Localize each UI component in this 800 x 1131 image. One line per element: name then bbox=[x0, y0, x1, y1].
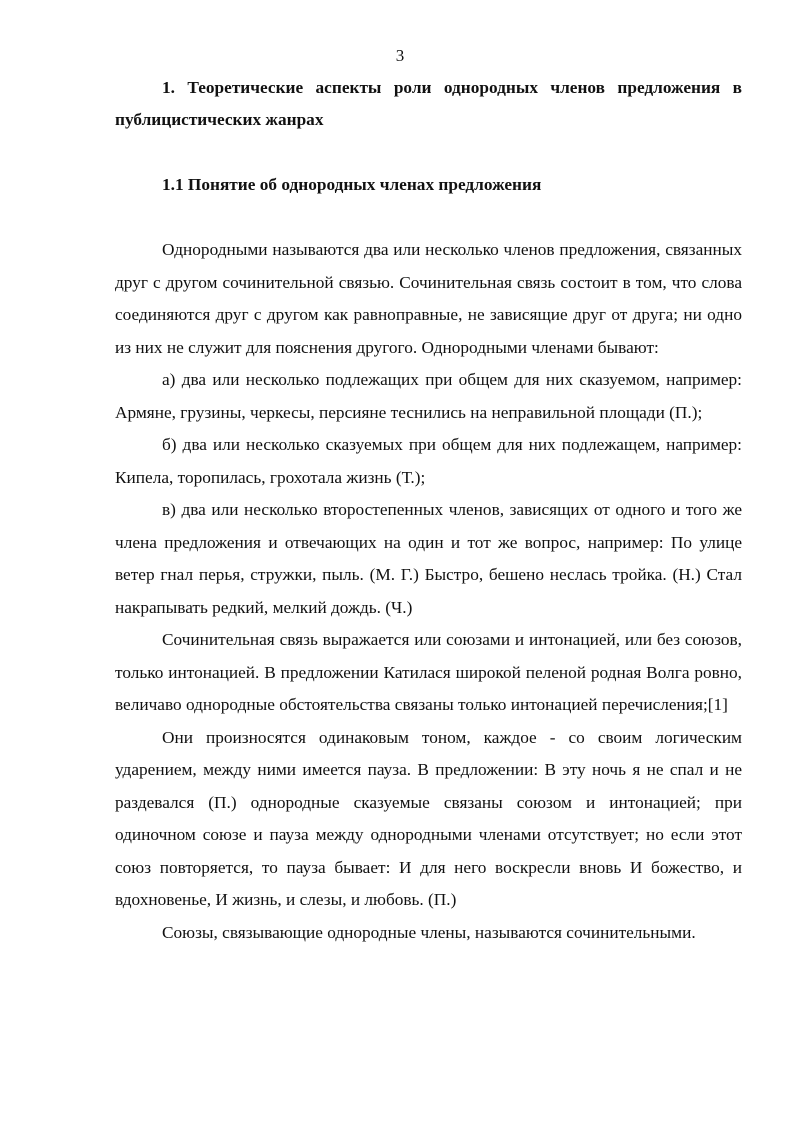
page-number: 3 bbox=[395, 46, 405, 65]
chapter-heading: 1. Теоретические аспекты роли однородных членов предложения в публицистических жанрах bbox=[115, 78, 742, 129]
paragraph-definition: Однородными называются два или несколько членов предложения, связанных друг с другом сочинительной связью. Сочинительная связь состоит в том, что слова соединяются друг с другом как равноправные, не зависящие друг от друга; ни одно из них не служит для пояснения другого. Однородными членами бывают: bbox=[115, 240, 742, 357]
paragraph-item-b: б) два или несколько сказуемых при общем для них подлежащем, например: Кипела, торопилась, грохотала жизнь (Т.); bbox=[115, 435, 742, 487]
page-content bbox=[115, 72, 742, 949]
body-text bbox=[115, 234, 742, 949]
paragraph-intonation: Сочинительная связь выражается или союзами и интонацией, или без союзов, только интонацией. В предложении Катилася широкой пеленой родная Волга ровно, величаво однородные обстоятельства связаны только интонацией перечисления;[1] bbox=[115, 630, 742, 714]
paragraph-item-v: в) два или несколько второстепенных членов, зависящих от одного и того же члена предложения и отвечающих на один и тот же вопрос, например: По улице ветер гнал перья, стружки, пыль. (М. Г.) Быстро, бешено неслась тройка. (Н.) Стал накрапывать редкий, мелкий дождь. (Ч.) bbox=[115, 500, 742, 617]
paragraph-pause: Они произносятся одинаковым тоном, каждое - со своим логическим ударением, между ними имеется пауза. В предложении: В эту ночь я не спал и не раздевался (П.) однородные сказуемые связаны союзом и интонацией; при одиночном союзе и пауза между однородными членами отсутствует; но если этот союз повторяется, то пауза бывает: И для него воскресли вновь И божество, и вдохновенье, И жизнь, и слезы, и любовь. (П.) bbox=[115, 727, 742, 909]
paragraph-item-a: а) два или несколько подлежащих при общем для них сказуемом, например: Армяне, грузины, черкесы, персияне теснились на неправильной площади (П.); bbox=[115, 370, 742, 422]
section-heading: 1.1 Понятие об однородных членах предложения bbox=[162, 175, 542, 194]
paragraph-conjunctions: Союзы, связывающие однородные члены, называются сочинительными. bbox=[162, 922, 696, 942]
